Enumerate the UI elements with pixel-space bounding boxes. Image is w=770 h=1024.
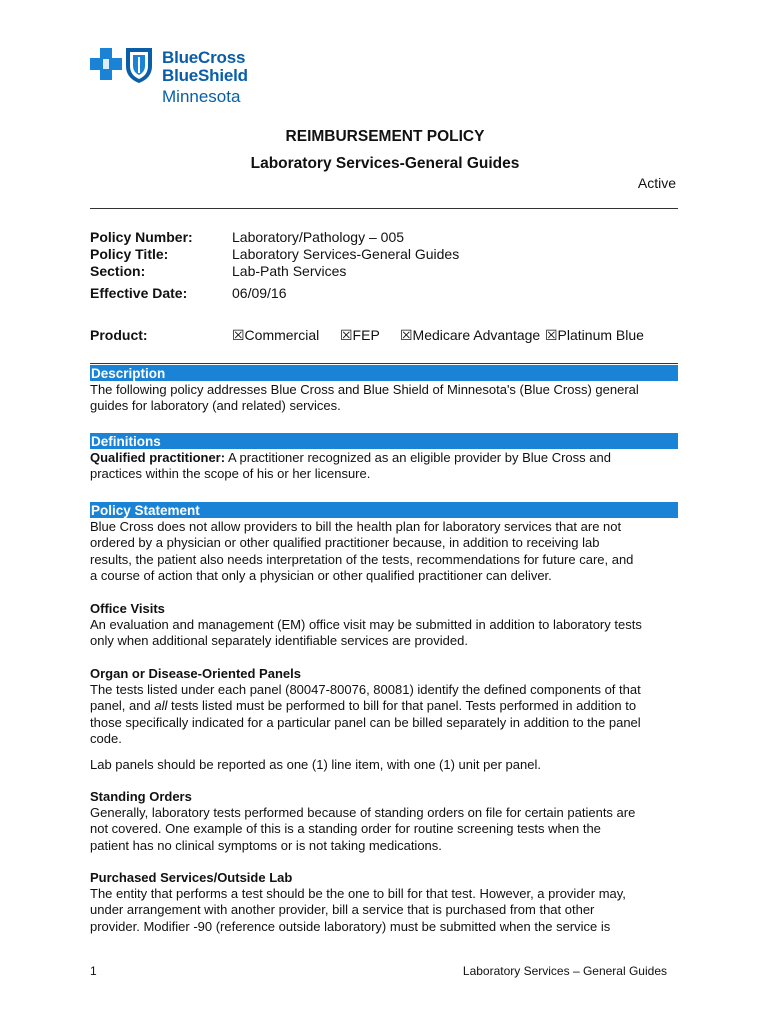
section-value: Lab-Path Services — [232, 263, 347, 279]
organ-panels-line-5: Lab panels should be reported as one (1) line item, with one (1) unit per panel. — [90, 757, 541, 772]
office-visits-heading: Office Visits — [90, 601, 165, 616]
description-heading: Description — [90, 365, 678, 381]
office-visits-text — [90, 617, 680, 650]
purchased-services-line: provider. Modifier -90 (reference outside laboratory) must be submitted when the service is — [90, 918, 611, 934]
organ-panels-heading: Organ or Disease-Oriented Panels — [90, 666, 301, 681]
purchased-services-text — [90, 886, 680, 935]
document-title: REIMBURSEMENT POLICY — [285, 128, 485, 145]
description-line-2: guides for laboratory (and related) services. — [90, 398, 341, 414]
policy-title-label: Policy Title: — [90, 246, 169, 262]
definition-line-2: practices within the scope of his or her licensure. — [90, 466, 371, 482]
status-label: Active — [637, 175, 676, 191]
definitions-heading: Definitions — [90, 433, 678, 449]
product-commercial-checkbox: ☒Commercial — [232, 327, 320, 343]
divider-mid — [90, 363, 678, 364]
policy-number-value: Laboratory/Pathology – 005 — [232, 229, 405, 245]
description-text — [90, 382, 680, 415]
definition-term: Qualified practitioner: — [90, 450, 226, 465]
standing-orders-line: Generally, laboratory tests performed because of standing orders on file for certain patients are — [90, 805, 636, 820]
bcbs-logo — [90, 44, 280, 110]
organ-panels-line-3: those specifically indicated for a particular panel can be billed separately in addition to the panel — [90, 714, 641, 730]
product-fep-checkbox: ☒FEP — [340, 327, 380, 343]
organ-panels-text — [90, 682, 680, 747]
organ-panels-line-4: code. — [90, 730, 122, 746]
standing-orders-text — [90, 805, 680, 854]
purchased-services-heading: Purchased Services/Outside Lab — [90, 870, 293, 885]
bcbs-cross-shield-icon — [90, 44, 156, 84]
effective-date-label: Effective Date: — [90, 285, 188, 301]
policy-statement-text — [90, 519, 680, 584]
document-subtitle: Laboratory Services-General Guides — [250, 155, 520, 172]
policy-statement-line: a course of action that only a physician or other qualified practitioner can deliver. — [90, 567, 552, 583]
purchased-services-line: The entity that performs a test should be the one to bill for that test. However, a provider may, — [90, 886, 626, 901]
emphasis-all: all — [154, 698, 168, 714]
footer-page-number: 1 — [90, 964, 97, 978]
organ-panels-line-2: panel, and all tests listed must be performed to bill for that panel. Tests performed in addition to — [90, 698, 637, 714]
definitions-text — [90, 450, 680, 483]
policy-statement-heading: Policy Statement — [90, 502, 678, 518]
purchased-services-line: under arrangement with another provider, bill a service that is purchased from that other — [90, 902, 595, 918]
office-visits-line: An evaluation and management (EM) office visit may be submitted in addition to laboratory tests — [90, 617, 642, 632]
office-visits-line: only when additional separately identifiable services are provided. — [90, 633, 468, 649]
organ-panels-line-1: The tests listed under each panel (80047-80076, 80081) identify the defined components of that — [90, 682, 641, 697]
footer-title: Laboratory Services – General Guides — [462, 964, 667, 978]
logo-line-1: BlueCross — [162, 48, 246, 67]
policy-statement-line: Blue Cross does not allow providers to bill the health plan for laboratory services that are not — [90, 519, 622, 534]
definition-line-1: A practitioner recognized as an eligible provider by Blue Cross and — [225, 450, 611, 465]
standing-orders-line: patient has no clinical symptoms or is not taking medications. — [90, 837, 442, 853]
logo-line-2: BlueShield — [162, 66, 248, 85]
policy-title-value: Laboratory Services-General Guides — [232, 246, 460, 262]
policy-statement-line: results, the patient also needs interpretation of the tests, recommendations for future care, and — [90, 551, 634, 567]
standing-orders-heading: Standing Orders — [90, 789, 192, 804]
standing-orders-line: not covered. One example of this is a standing order for routine screening tests when the — [90, 821, 601, 837]
policy-number-label: Policy Number: — [90, 229, 193, 245]
effective-date-value: 06/09/16 — [232, 285, 287, 301]
description-line-1: The following policy addresses Blue Cross and Blue Shield of Minnesota's (Blue Cross) general — [90, 382, 639, 397]
policy-statement-line: ordered by a physician or other qualified practitioner because, in addition to receiving lab — [90, 535, 600, 551]
divider-top — [90, 208, 678, 209]
section-label: Section: — [90, 263, 146, 279]
product-medicare-checkbox: ☒Medicare Advantage — [400, 327, 541, 343]
logo-line-3: Minnesota — [162, 87, 241, 106]
product-label: Product: — [90, 327, 148, 343]
product-platinum-checkbox: ☒Platinum Blue — [545, 327, 644, 343]
